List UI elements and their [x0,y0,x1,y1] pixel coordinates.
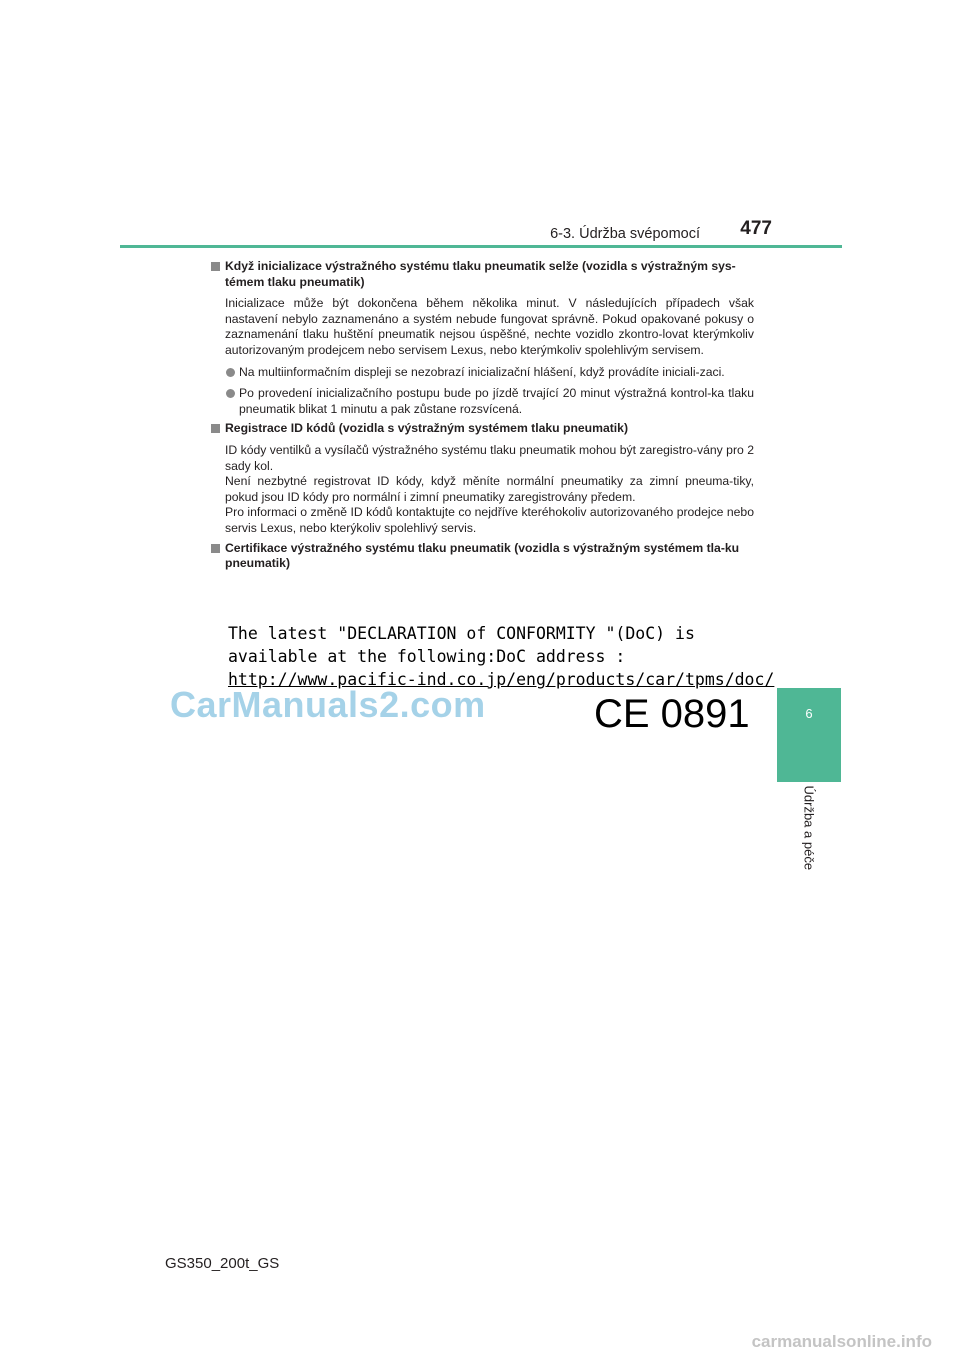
certification-line: available at the following:DoC address : [228,647,626,666]
square-bullet-icon [211,262,220,271]
certification-text [228,622,774,691]
round-bullet-icon [226,389,235,398]
section-heading [209,421,754,437]
bullet-item [225,365,754,381]
certification-line: The latest "DECLARATION of CONFORMITY "(DoC) is [228,624,695,643]
bullet-text: Po provedení inicializačního postupu bude po jízdě trvající 20 minut výstražná kontrol-ka tlaku pneumatik blikat 1 minutu a pak zůstane rozsvícená. [239,386,754,416]
section-heading [209,259,754,290]
page-content [209,255,754,572]
section-title: 6-3. Údržba svépomocí [550,226,700,242]
page-number: 477 [740,218,772,239]
chapter-number: 6 [805,706,813,721]
heading-text: Certifikace výstražného systému tlaku pneumatik (vozidla s výstražným systémem tla-ku pneumatik) [225,540,740,571]
chapter-tab [777,688,841,782]
paragraph-line: Pro informaci o změně ID kódů kontaktujte co nejdříve kteréhokoliv autorizovaného prodejce nebo servis Lexus, nebo kterýkoliv spolehlivý servis. [225,505,754,535]
paragraph-line: Není nezbytné registrovat ID kódy, když měníte normální pneumatiky za zimní pneuma-tiky, pokud jsou ID kódy pro normální i zimní pneumatiky zaregistrovány předem. [225,474,754,504]
bullet-item [225,386,754,417]
paragraph [225,443,754,537]
page-header [120,218,840,248]
square-bullet-icon [211,424,220,433]
certification-url[interactable]: http://www.pacific-ind.co.jp/eng/products/car/tpms/doc/ [228,670,775,689]
watermark-logo[interactable]: CarManuals2.com [170,684,486,725]
section-heading [209,541,754,572]
round-bullet-icon [226,368,235,377]
heading-text: Registrace ID kódů (vozidla s výstražným systémem tlaku pneumatik) [225,421,629,436]
paragraph: Inicializace může být dokončena během několika minut. V následujících případech však nastavení nebylo zaznamenáno a systém nebude fungovat správně. Pokud opakované pokusy o zaznamenání tlaku huštění pneumatik nejsou úspěšné, nechte vozidlo zkontro-lovat kterýmkoliv autorizovaným prodejcem nebo servisem Lexus, nebo kterýmkoliv spolehlivým servisem. [225,296,754,357]
bullet-text: Na multiinformačním displeji se nezobrazí inicializační hlášení, když provádíte iniciali-zaci. [239,364,725,379]
header-rule [120,245,842,248]
site-watermark[interactable]: carmanualsonline.info [751,1332,932,1351]
heading-text: Když inicializace výstražného systému tlaku pneumatik selže (vozidla s výstražným sys-témem tlaku pneumatik) [225,259,736,289]
square-bullet-icon [211,544,220,553]
paragraph-line: ID kódy ventilků a vysílačů výstražného systému tlaku pneumatik mohou být zaregistro-vány pro 2 sady kol. [225,442,754,473]
chapter-label: Údržba a péče [801,785,817,871]
model-code: GS350_200t_GS [165,1255,280,1272]
ce-mark: CE 0891 [594,692,750,736]
